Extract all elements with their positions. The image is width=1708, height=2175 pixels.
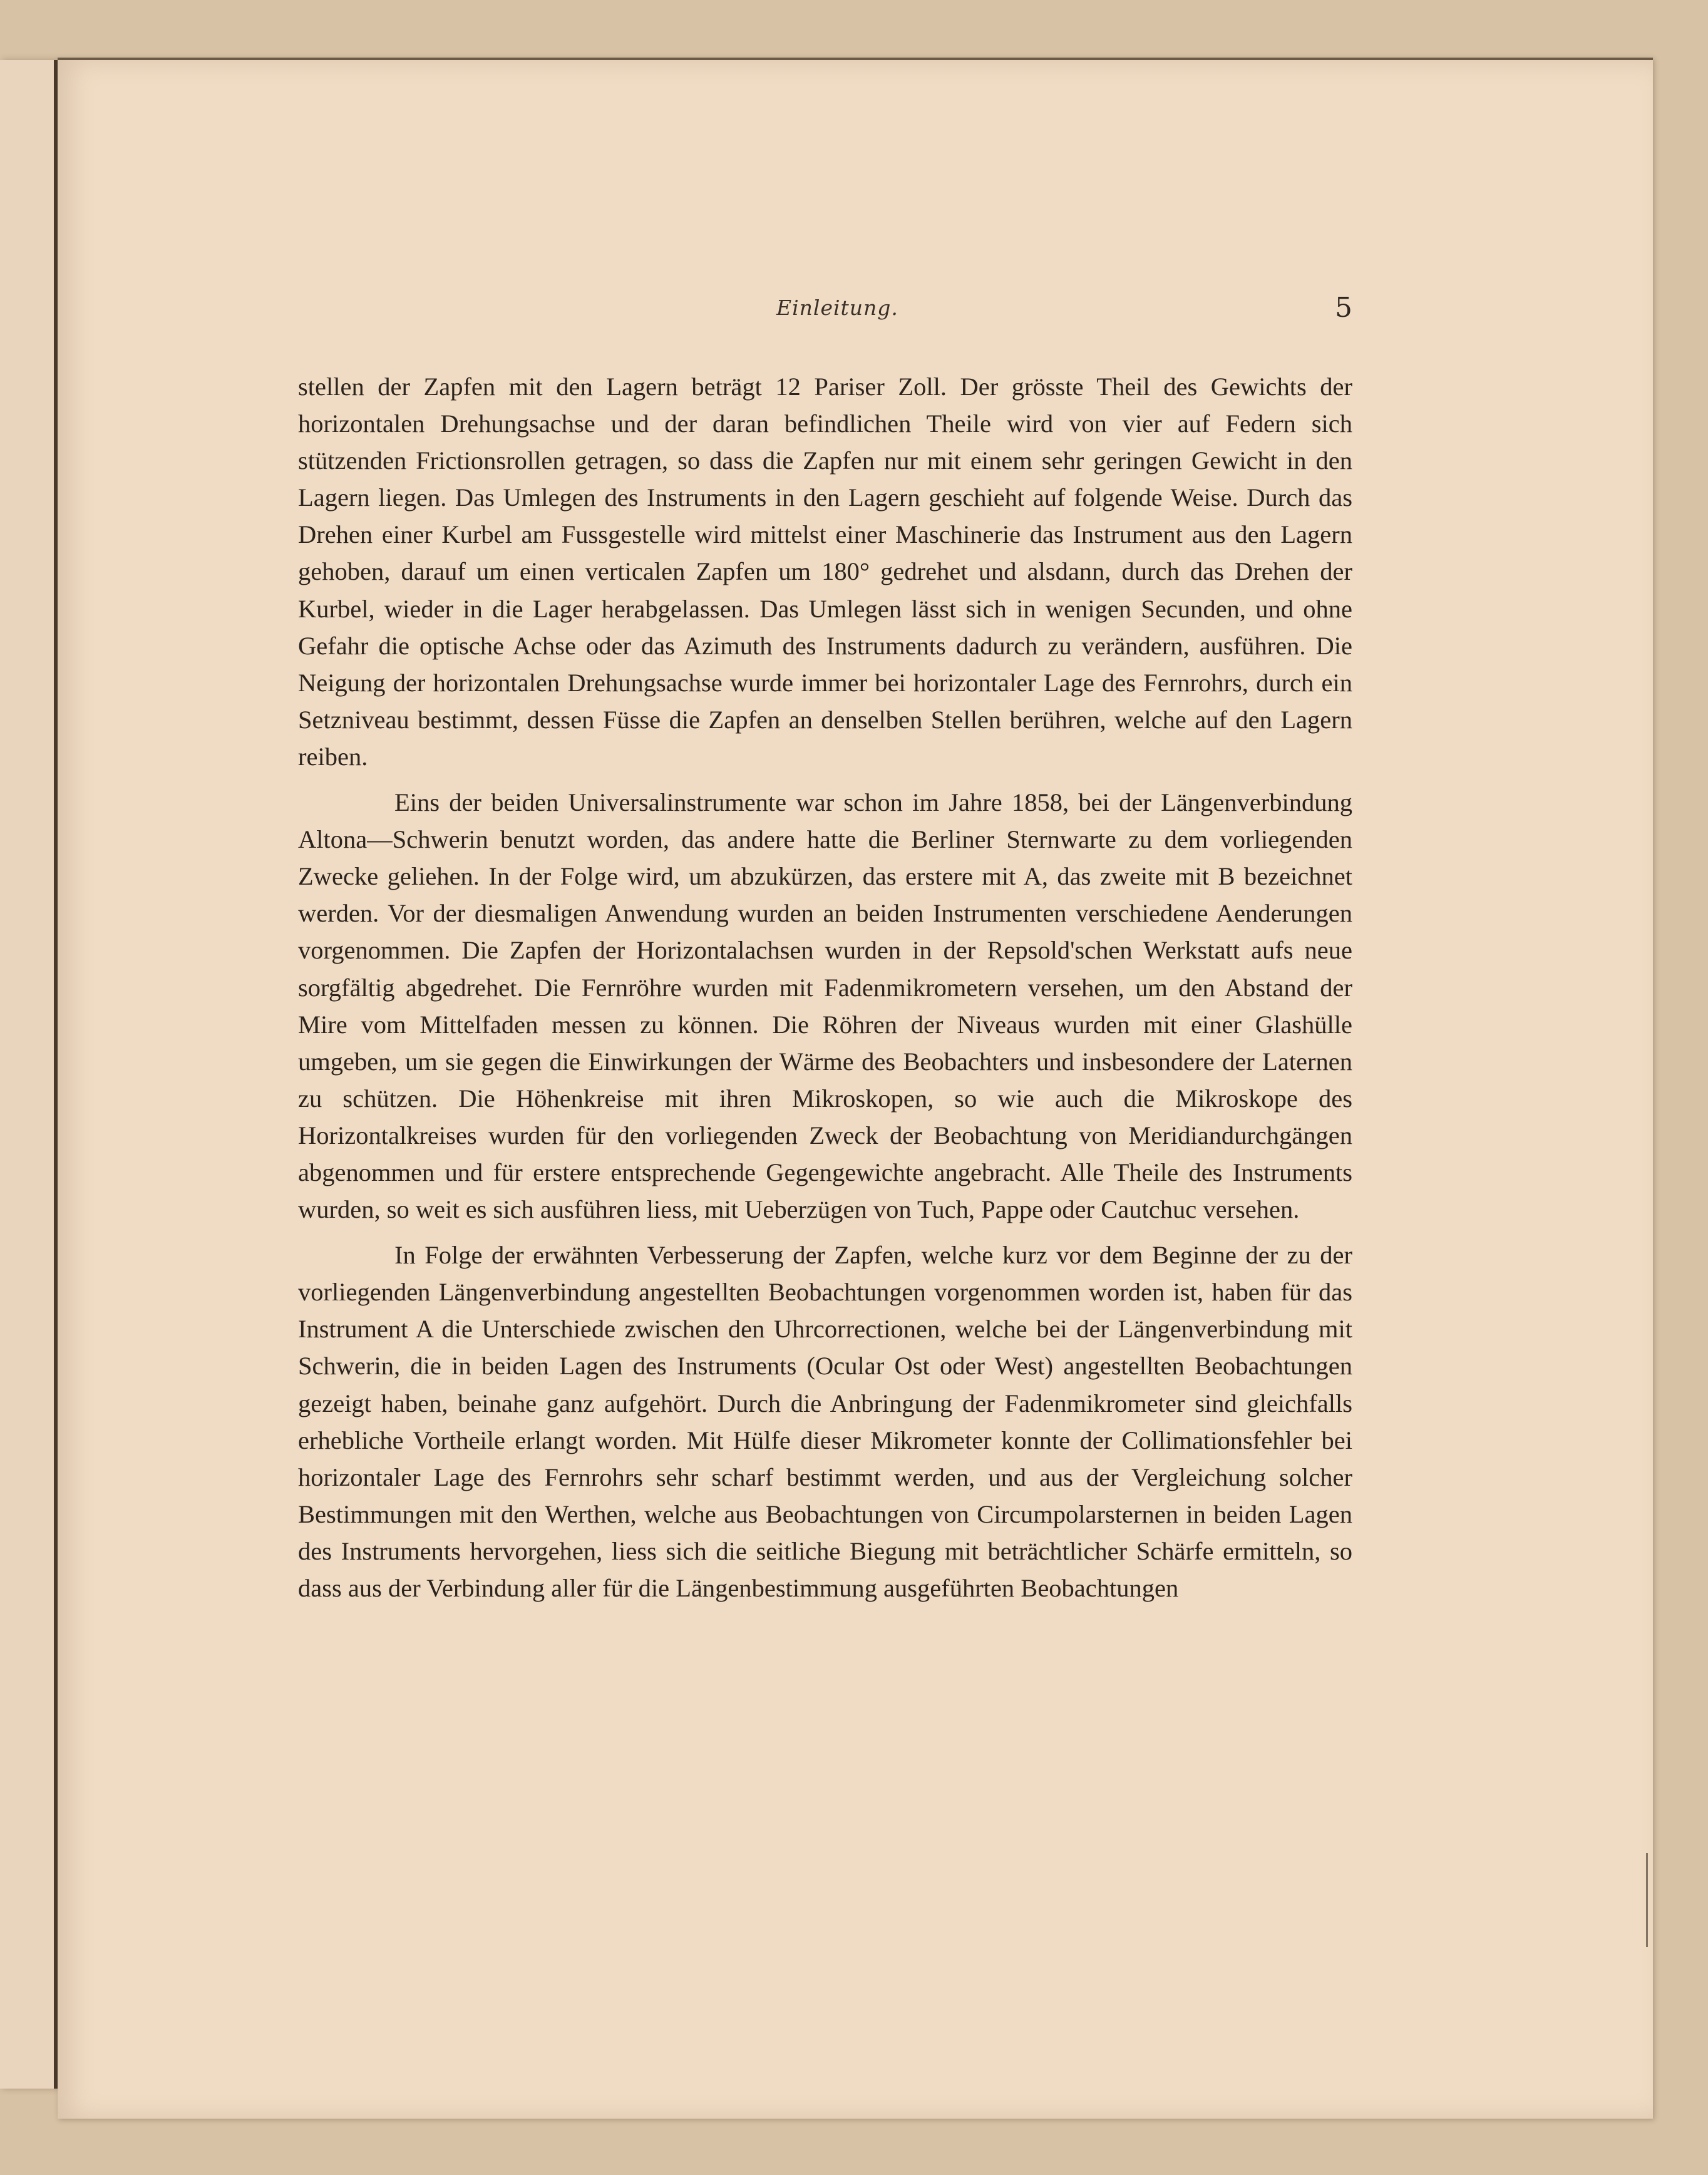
page-edge-mark [1646, 1853, 1648, 1947]
running-title: Einleitung. [776, 296, 898, 320]
previous-page-edge [0, 60, 58, 2089]
paragraph-1: stellen der Zapfen mit den Lagern beträgt 12 Pariser Zoll. Der grösste Theil des Gewichts der horizontalen Drehungsachse und der daran befindlichen Theile wird von vier auf Federn sich stützenden Frictionsrollen getragen, so dass die Zapfen nur mit einem sehr geringen Gewicht in den Lagern liegen. Das Umlegen des Instruments in den Lagern geschieht auf folgende Weise. Durch das Drehen einer Kurbel am Fussgestelle wird mittelst einer Maschinerie das Instrument aus den Lagern gehoben, darauf um einen verticalen Zapfen um 180° gedrehet und alsdann, durch das Drehen der Kurbel, wieder in die Lager herabgelassen. Das Umlegen lässt sich in wenigen Secunden, und ohne Gefahr die optische Achse oder das Azimuth des Instruments dadurch zu verändern, ausführen. Die Neigung der horizontalen Drehungsachse wurde immer bei horizontaler Lage des Fernrohrs, durch ein Setzniveau bestimmt, dessen Füsse die Zapfen an denselben Stellen berühren, welche auf den Lagern reiben. [298, 373, 1352, 771]
paragraph-2: Eins der beiden Universalinstrumente war schon im Jahre 1858, bei der Längenverbindung Altona—Schwerin benutzt worden, das andere hatte die Berliner Sternwarte zu dem vorliegenden Zwecke geliehen. In der Folge wird, um abzukürzen, das erstere mit A, das zweite mit B bezeichnet werden. Vor der diesmaligen Anwendung wurden an beiden Instrumenten verschiedene Aenderungen vorgenommen. Die Zapfen der Horizontalachsen wurden in der Repsold'schen Werkstatt aufs neue sorgfältig abgedrehet. Die Fernröhre wurden mit Fadenmikrometern versehen, um den Abstand der Mire vom Mittelfaden messen zu können. Die Röhren der Niveaus wurden mit einer Glashülle umgeben, um sie gegen die Einwirkungen der Wärme des Beobachters und insbesondere der Laternen zu schützen. Die Höhenkreise mit ihren Mikroskopen, so wie auch die Mikroskope des Horizontalkreises wurden für den vorliegenden Zweck der Beobachtung von Meridiandurchgängen abgenommen und für erstere entsprechende Gegengewichte angebracht. Alle Theile des Instruments wurden, so weit es sich ausführen liess, mit Ueberzügen von Tuch, Pappe oder Cautchuc versehen. [298, 788, 1352, 1224]
body-text [298, 368, 1352, 1615]
paragraph-3: In Folge der erwähnten Verbesserung der Zapfen, welche kurz vor dem Beginne der zu der vorliegenden Längenverbindung angestellten Beobachtungen vorgenommen worden ist, haben für das Instrument A die Unterschiede zwischen den Uhrcorrectionen, welche bei der Längenverbindung mit Schwerin, die in beiden Lagen des Instruments (Ocular Ost oder West) angestellten Beobachtungen gezeigt haben, beinahe ganz aufgehört. Durch die Anbringung der Fadenmikrometer sind gleichfalls erhebliche Vortheile erlangt worden. Mit Hülfe dieser Mikrometer konnte der Collimationsfehler bei horizontaler Lage des Fernrohrs sehr scharf bestimmt werden, und aus der Vergleichung solcher Bestimmungen mit den Werthen, welche aus Beobachtungen von Circumpolarsternen in beiden Lagen des Instruments hervorgehen, liess sich die seitliche Biegung mit beträchtlicher Schärfe ermitteln, so dass aus der Verbindung aller für die Längenbestimmung ausgeführten Beobachtungen [298, 1241, 1352, 1602]
page-number: 5 [1335, 292, 1352, 324]
